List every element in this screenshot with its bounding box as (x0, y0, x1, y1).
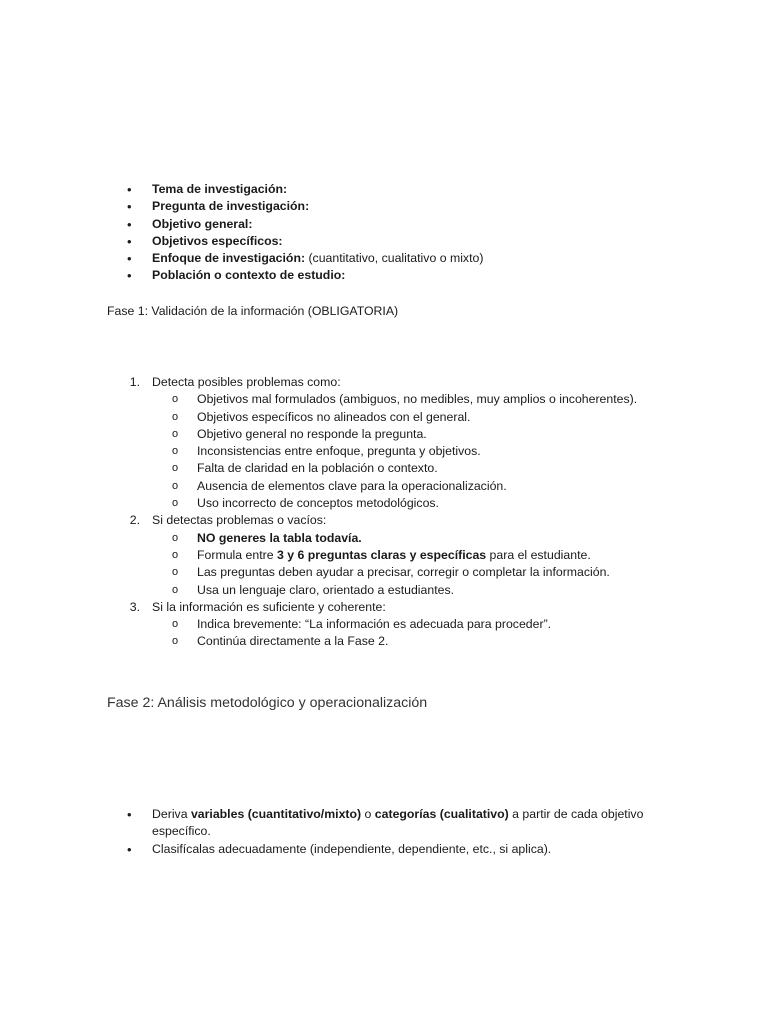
field-value: (cuantitativo, cualitativo o mixto) (305, 251, 484, 266)
item-text: Clasifícalas adecuadamente (independiente, dependiente, etc., si aplica). (152, 841, 552, 856)
sub-item-emphasis: 3 y 6 preguntas claras y específicas (276, 547, 487, 562)
step-number: 1. (129, 375, 140, 389)
step-number: 2. (129, 513, 140, 528)
bullet-marker: • (127, 268, 132, 284)
sub-item-text: Formula entre (197, 547, 277, 562)
sub-bullet-marker: o (172, 445, 179, 458)
bullet-marker: • (127, 841, 132, 857)
sub-bullet-marker: o (172, 635, 179, 648)
sub-item-text: NO generes la tabla todavía. (197, 530, 362, 545)
item-text: Deriva (152, 807, 191, 821)
item-emphasis: categorías (cualitativo) (374, 807, 509, 821)
sub-bullet-marker: o (172, 479, 179, 492)
step-text: Si la información es suficiente y coherente: (152, 599, 386, 614)
item-text: a partir de cada objetivo (508, 807, 644, 821)
field-label: Tema de investigación: (152, 182, 288, 196)
sub-bullet-marker: o (172, 497, 179, 510)
sub-bullet-marker: o (172, 531, 179, 544)
field-label: Objetivo general: (152, 216, 253, 231)
item-text: específico. (152, 824, 211, 839)
field-label: Objetivos específicos: (152, 233, 283, 248)
sub-item-text: Continúa directamente a la Fase 2. (197, 634, 389, 649)
sub-bullet-marker: o (172, 618, 179, 631)
sub-bullet-marker: o (172, 566, 179, 579)
phase2-title: Fase 2: Análisis metodológico y operacionalización (107, 695, 428, 711)
bullet-marker: • (127, 251, 132, 267)
sub-bullet-marker: o (172, 462, 179, 475)
item-text: o (361, 807, 375, 821)
bullet-marker: • (127, 199, 132, 215)
step-text: Detecta posibles problemas como: (152, 375, 341, 389)
sub-item-text: Uso incorrecto de conceptos metodológicos. (197, 496, 439, 511)
sub-item-text: Las preguntas deben ayudar a precisar, corregir o completar la información. (197, 565, 610, 580)
sub-item-text: Objetivo general no responde la pregunta. (197, 426, 427, 441)
item-emphasis: variables (cuantitativo/mixto) (190, 807, 362, 821)
sub-item-text: para el estudiante. (486, 547, 591, 562)
sub-item-text: Ausencia de elementos clave para la operacionalización. (197, 478, 507, 493)
sub-bullet-marker: o (172, 548, 179, 561)
step-number: 3. (129, 599, 140, 614)
sub-item-text: Inconsistencias entre enfoque, pregunta y objetivos. (197, 444, 481, 459)
field-label: Pregunta de investigación: (152, 199, 310, 214)
sub-bullet-marker: o (172, 393, 179, 406)
bullet-marker: • (127, 182, 132, 197)
sub-item-text: Falta de claridad en la población o contexto. (197, 461, 438, 476)
bullet-marker: • (127, 233, 132, 249)
bullet-marker: • (127, 807, 132, 822)
field-label: Población o contexto de estudio: (152, 268, 346, 283)
sub-item-text: Objetivos específicos no alineados con el general. (197, 409, 471, 424)
sub-item-text: Objetivos mal formulados (ambiguos, no medibles, muy amplios o incoherentes). (197, 392, 638, 407)
bullet-marker: • (127, 216, 132, 232)
sub-bullet-marker: o (172, 583, 179, 596)
field-label: Enfoque de investigación: (152, 251, 306, 266)
sub-bullet-marker: o (172, 427, 179, 440)
phase1-title: Fase 1: Validación de la información (OBLIGATORIA) (107, 304, 399, 318)
sub-item-text: Indica brevemente: “La información es adecuada para proceder”. (197, 617, 552, 632)
step-text: Si detectas problemas o vacíos: (152, 513, 327, 528)
sub-bullet-marker: o (172, 410, 179, 423)
sub-item-text: Usa un lenguaje claro, orientado a estudiantes. (197, 582, 455, 597)
